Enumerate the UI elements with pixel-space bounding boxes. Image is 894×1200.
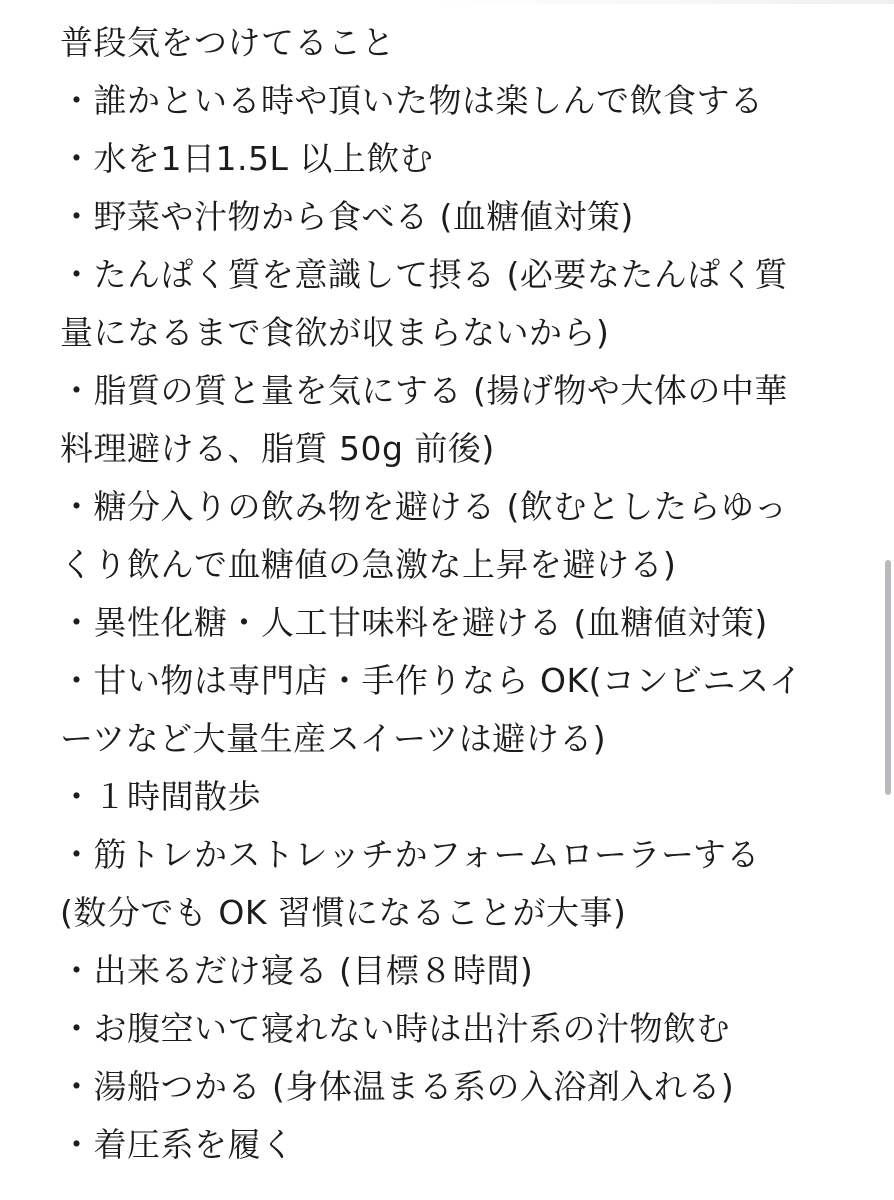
vertical-scrollbar[interactable] (885, 560, 891, 795)
note-title: 普段気をつけてること (60, 23, 395, 62)
note-body[interactable] (60, 14, 850, 1174)
note-line: ・お腹空いて寝れない時は出汁系の汁物飲む (60, 1009, 730, 1048)
note-line: ・１時間散歩 (60, 777, 261, 816)
note-line: ・異性化糖・人工甘味料を避ける (血糖値対策) (60, 603, 768, 642)
note-line: 量になるまで食欲が収まらないから) (60, 313, 610, 352)
note-line: ・脂質の質と量を気にする (揚げ物や大体の中華 (60, 371, 788, 410)
note-line: ・甘い物は専門店・手作りなら OK(コンビニスイ (60, 661, 803, 700)
note-line: ・糖分入りの飲み物を避ける (飲むとしたらゆっ (60, 487, 788, 526)
note-line: ・着圧系を履く (60, 1125, 295, 1164)
note-line: 料理避ける、脂質 50g 前後) (60, 429, 495, 468)
note-line: ・野菜や汁物から食べる (血糖値対策) (60, 197, 634, 236)
note-line: ・出来るだけ寝る (目標８時間) (60, 951, 534, 990)
note-line: ・湯船つかる (身体温まる系の入浴剤入れる) (60, 1067, 735, 1106)
note-line: ・誰かといる時や頂いた物は楽しんで飲食する (60, 81, 764, 120)
note-line: ・たんぱく質を意識して摂る (必要なたんぱく質 (60, 255, 788, 294)
top-edge-shadow (430, 0, 894, 4)
note-line: くり飲んで血糖値の急激な上昇を避ける) (60, 545, 677, 584)
note-line: ・筋トレかストレッチかフォームローラーする (60, 835, 760, 874)
note-line: ・水を1日1.5L 以上飲む (60, 139, 434, 178)
note-line: (数分でも OK 習慣になることが大事) (60, 893, 627, 932)
note-line: ーツなど大量生産スイーツは避ける) (60, 719, 607, 758)
